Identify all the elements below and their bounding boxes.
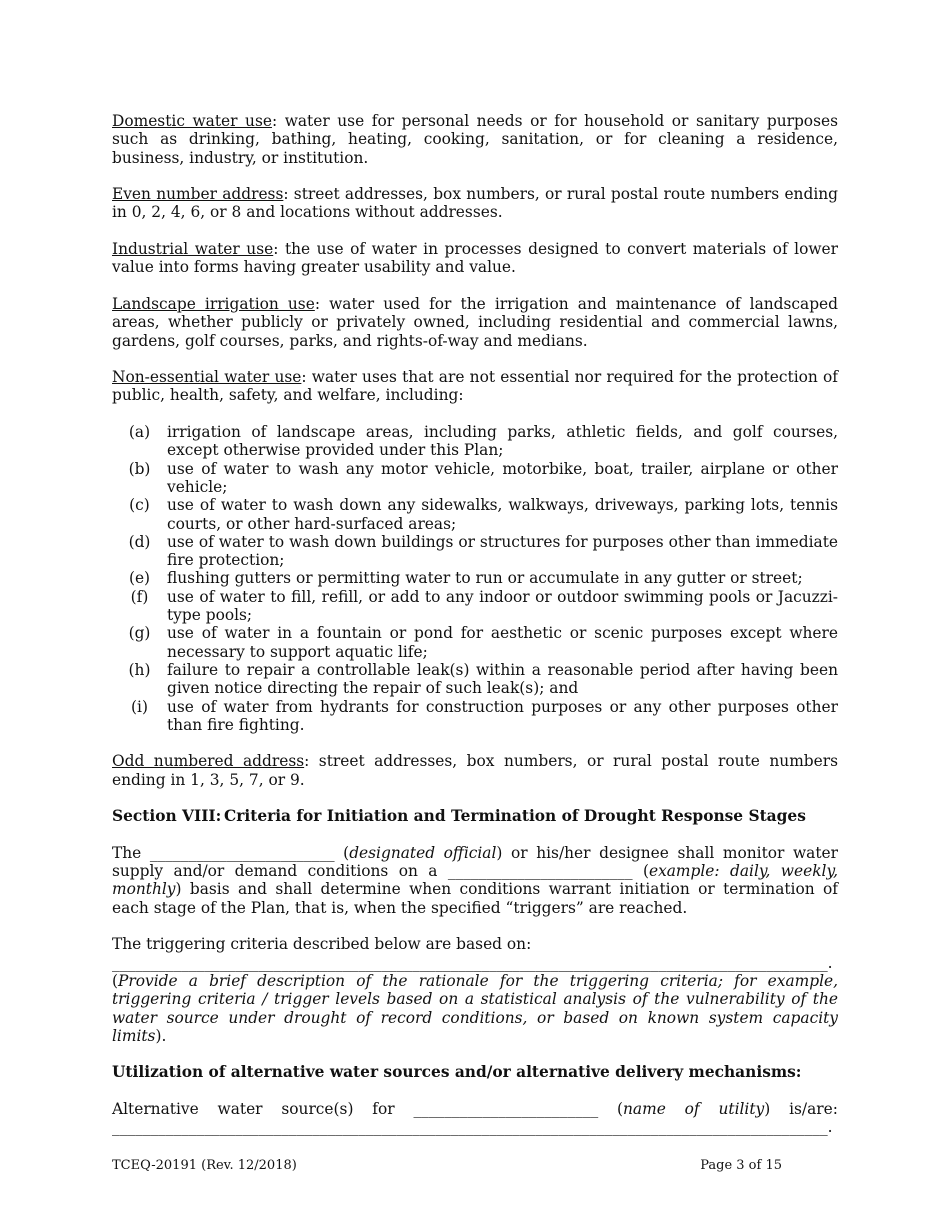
list-item-text: use of water to wash any motor vehicle, motorbike, boat, trailer, airplane or other vehicle; <box>167 459 838 496</box>
list-item-label: (b) <box>128 459 151 478</box>
list-item-label: (d) <box>128 532 151 551</box>
definition-text: : the use of water in processes designed to convert materials of lower value into forms having greater usability and value. <box>112 240 839 277</box>
list-item-label: (g) <box>128 624 151 643</box>
paragraph-italic: of <box>684 1100 700 1119</box>
list-item <box>112 661 838 698</box>
trigger-note <box>112 972 838 1045</box>
list-item-label: (h) <box>128 660 151 679</box>
paragraph-text: Alternative <box>112 1100 199 1119</box>
list-item <box>112 569 838 587</box>
list-item-text: flushing gutters or permitting water to run or accumulate in any gutter or street; <box>167 569 803 588</box>
paragraph-text <box>718 1100 770 1118</box>
designated-official-blank[interactable]: ________________________ <box>149 843 335 862</box>
paragraph-text <box>617 1100 666 1118</box>
list-item-text: use of water to fill, refill, or add to any indoor or outdoor swimming pools or Jacuzzi-type pools; <box>167 587 838 625</box>
monitor-frequency-blank[interactable]: ________________________ <box>447 862 633 881</box>
paragraph-text: ( <box>112 971 119 990</box>
utility-name-blank[interactable]: ________________________ <box>413 1100 599 1119</box>
list-item <box>112 588 838 625</box>
list-item <box>112 624 838 661</box>
list-item-label: (c) <box>129 496 150 515</box>
trigger-intro: The triggering criteria described below are based on: <box>112 935 532 954</box>
definition-even-address <box>112 185 838 222</box>
definition-text: : water use for personal needs or for household or sanitary purposes such as drinking, bathing, heating, cooking, sanitation, or for cleaning a residence, business, industry, or institution. <box>112 112 838 167</box>
paragraph-italic: example: daily, weekly, monthly <box>112 862 838 899</box>
list-item <box>112 423 838 460</box>
page-footer <box>112 1158 782 1173</box>
definition-term: Domestic water use <box>112 112 272 130</box>
list-item-text: failure to repair a controllable leak(s) within a reasonable period after having been given notice directing the repair of such leak(s); and <box>167 660 838 698</box>
list-item-text: use of water from hydrants for construction purposes or any other purposes other than fire fighting. <box>167 697 838 734</box>
definition-industrial <box>112 240 838 277</box>
paragraph-text: ) basis and shall determine when conditions warrant initiation or termination of each stage of the Plan, that is, when the specified “triggers” are reached. <box>112 880 838 917</box>
paragraph-italic: utility <box>718 1100 765 1119</box>
section-number: Section VIII: <box>112 807 222 826</box>
definition-term: Non-essential water use <box>112 368 302 387</box>
list-item <box>112 533 838 570</box>
section-heading <box>112 807 838 825</box>
definition-term: Landscape irrigation use <box>112 294 315 313</box>
paragraph-text: source(s) <box>281 1100 354 1119</box>
paragraph-text: ) or his/her designee shall monitor water supply and/or demand conditions on a <box>112 843 838 881</box>
paragraph-text: The <box>112 843 150 862</box>
alternative-sources-blank-line[interactable]: _____________________________________________________________________________________________. <box>112 1118 833 1137</box>
list-item <box>112 698 838 735</box>
list-item-text: use of water in a fountain or pond for aesthetic or scenic purposes except where necessary to support aquatic life; <box>167 624 838 661</box>
alternative-sources-line <box>112 1100 838 1118</box>
definition-landscape <box>112 295 838 350</box>
paragraph-italic: designated official <box>349 843 497 862</box>
paragraph-italic: Provide a brief description of the rationale for the triggering criteria; for example, triggering criteria / trigger levels based on a statistical analysis of the vulnerability of the water source under drought of record conditions, or based on known system capacity limits <box>112 971 838 1045</box>
definition-term: Odd numbered address <box>112 752 305 771</box>
trigger-basis-blank-line[interactable]: _____________________________________________________________________________________________. <box>112 953 833 972</box>
definition-term: Industrial water use <box>112 240 274 259</box>
paren-close: ) <box>764 1100 771 1119</box>
list-item-text: use of water to wash down buildings or structures for purposes other than immediate fire protection; <box>167 532 838 570</box>
definition-domestic <box>112 112 838 167</box>
definition-text: : water uses that are not essential nor required for the protection of public, health, safety, and welfare, including: <box>112 368 838 405</box>
paren-open: ( <box>617 1100 624 1119</box>
paragraph-text: ( <box>632 862 649 881</box>
list-item-text: use of water to wash down any sidewalks, walkways, driveways, parking lots, tennis courts, or other hard-surfaced areas; <box>167 496 838 533</box>
paragraph-italic: name <box>623 1100 666 1119</box>
definition-nonessential <box>112 368 838 405</box>
paragraph-text: is/are: <box>789 1100 838 1119</box>
list-item <box>112 460 838 497</box>
monitoring-paragraph <box>112 844 838 917</box>
list-item-label: (i) <box>131 697 148 716</box>
definition-odd-address <box>112 752 838 789</box>
definition-text: : water used for the irrigation and maintenance of landscaped areas, whether publicly or privately owned, including residential and commercial lawns, gardens, golf courses, parks, and rights-of-way and medians. <box>112 294 839 350</box>
nonessential-list <box>112 423 838 734</box>
section-title: Criteria for Initiation and Termination of Drought Response Stages <box>224 807 806 826</box>
form-id: TCEQ-20191 (Rev. 12/2018) <box>112 1158 297 1173</box>
paragraph-text: water <box>217 1100 263 1119</box>
list-item-label: (a) <box>128 423 151 442</box>
list-item-text: irrigation of landscape areas, including parks, athletic fields, and golf courses, except otherwise provided under this Plan; <box>167 423 838 460</box>
paragraph-text: ( <box>334 843 350 862</box>
document-page <box>112 112 838 1137</box>
page-number: Page 3 of 15 <box>700 1158 782 1173</box>
alternative-sources-heading: Utilization of alternative water sources and/or alternative delivery mechanisms: <box>112 1063 802 1082</box>
list-item-label: (e) <box>128 569 151 588</box>
list-item <box>112 496 838 533</box>
list-item-label: (f) <box>130 587 149 606</box>
definition-text: : street addresses, box numbers, or rural postal route numbers ending in 0, 2, 4, 6, or 8 and locations without addresses. <box>112 185 839 222</box>
definition-text: : street addresses, box numbers, or rural postal route numbers ending in 1, 3, 5, 7, or 9. <box>112 752 839 789</box>
paragraph-text: for <box>372 1100 395 1119</box>
paragraph-text: ). <box>155 1026 167 1045</box>
definition-term: Even number address <box>112 185 284 204</box>
